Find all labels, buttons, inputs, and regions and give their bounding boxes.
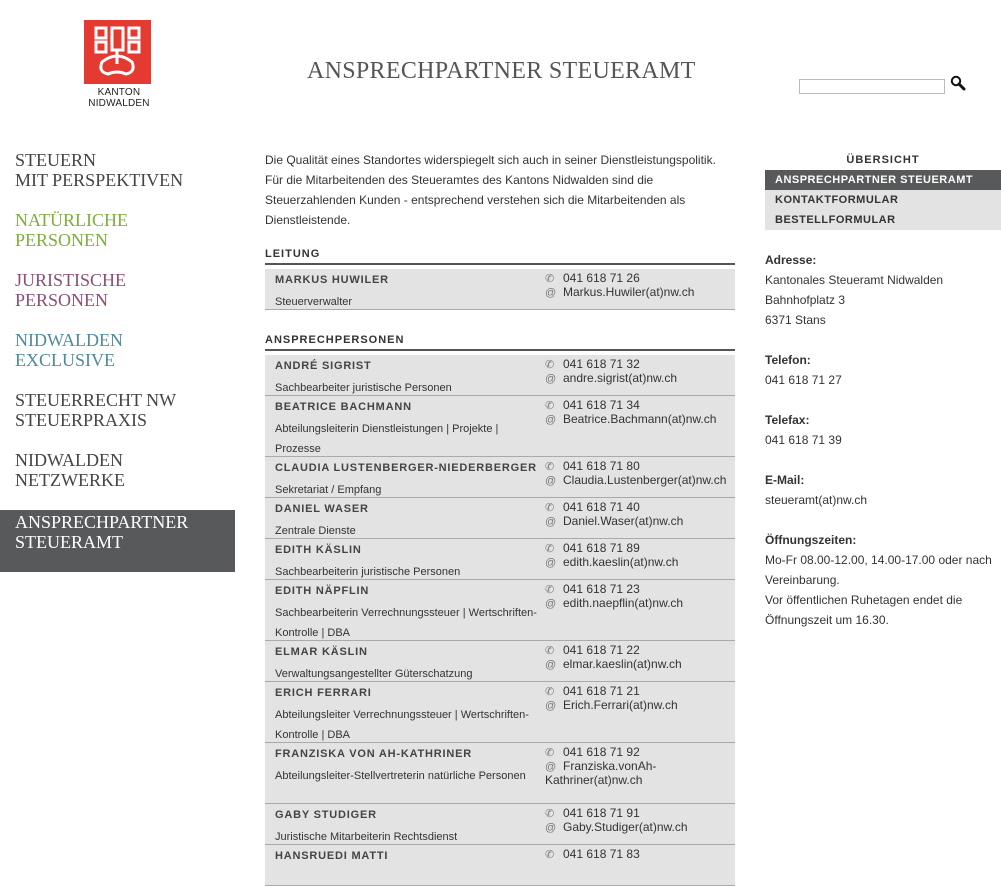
- phone-icon: ✆: [545, 400, 555, 412]
- contact-role: Abteilungsleiter-Stellvertreterin natürliche Personen: [275, 770, 526, 782]
- contact-details: [545, 685, 730, 713]
- contact-role: Sachbearbeiterin juristische Personen: [275, 566, 461, 578]
- contact-name: GABY STUDIGER: [275, 809, 377, 821]
- phone-icon: ✆: [545, 359, 555, 371]
- contact-row: [265, 682, 735, 743]
- contact-phone[interactable]: 041 618 71 89: [563, 541, 640, 555]
- address-value: Kantonales Steueramt Nidwalden Bahnhofplatz 3 6371 Stans: [765, 273, 944, 327]
- contact-details: [545, 542, 730, 570]
- hours-value: Mo-Fr 08.00-12.00, 14.00-17.00 oder nach Vereinbarung. Vor öffentlichen Ruhetagen endet die Öffnungszeit um 16.30.: [765, 553, 992, 627]
- contact-role: Sekretariat / Empfang: [275, 484, 382, 496]
- contact-name: EDITH NÄPFLIN: [275, 585, 370, 597]
- contact-email[interactable]: Gaby.Studiger(at)nw.ch: [563, 820, 688, 834]
- nav-item-steuerrecht[interactable]: STEUERRECHT NW STEUERPRAXIS: [15, 390, 177, 430]
- contact-row: [265, 804, 735, 845]
- phone-icon: ✆: [545, 273, 555, 285]
- contact-role: Zentrale Dienste: [275, 525, 356, 537]
- phone-icon: ✆: [545, 747, 555, 759]
- intro-text: Die Qualität eines Standortes widerspiegelt sich auch in seiner Dienstleistungspolitik. Für die Mitarbeitenden des Steueramtes des Kantons Nidwalden sind die Steuerzahlenden Kunden - entsprechend verstehen sich die Mitarbeitenden als Dienstleistende.: [265, 153, 716, 227]
- contact-phone[interactable]: 041 618 71 26: [563, 271, 640, 285]
- contact-details: [545, 583, 730, 611]
- email-icon: @: [545, 516, 557, 528]
- logo-text: [84, 87, 154, 109]
- contact-role: Abteilungsleiterin Dienstleistungen | Projekte | Prozesse: [275, 423, 499, 455]
- email-icon: @: [545, 373, 557, 385]
- sidebar: [765, 150, 1001, 650]
- page-title: ANSPRECHPARTNER STEUERAMT: [307, 58, 696, 84]
- contact-email[interactable]: edith.naepflin(at)nw.ch: [563, 596, 684, 610]
- phone-label: Telefon:: [765, 353, 811, 367]
- contact-role: Juristische Mitarbeiterin Rechtsdienst: [275, 831, 458, 843]
- phone-value: 041 618 71 27: [765, 373, 842, 387]
- phone-icon: ✆: [545, 686, 555, 698]
- contact-email[interactable]: andre.sigrist(at)nw.ch: [563, 371, 678, 385]
- contact-row: [265, 641, 735, 682]
- contact-details: [545, 460, 730, 488]
- contact-name: FRANZISKA VON AH-KATHRINER: [275, 748, 472, 760]
- email-label: E-Mail:: [765, 473, 805, 487]
- contact-row: [265, 355, 735, 396]
- contact-phone[interactable]: 041 618 71 34: [563, 398, 640, 412]
- contact-details: [545, 358, 730, 386]
- phone-icon: ✆: [545, 849, 555, 861]
- address-label: Adresse:: [765, 253, 817, 267]
- contact-email[interactable]: Erich.Ferrari(at)nw.ch: [563, 698, 678, 712]
- contact-name: HANSRUEDI MATTI: [275, 850, 389, 862]
- logo-line-1: KANTON: [97, 87, 141, 98]
- people-list: [265, 355, 735, 886]
- contact-phone[interactable]: 041 618 71 40: [563, 500, 640, 514]
- contact-name: ELMAR KÄSLIN: [275, 646, 368, 658]
- nav-item-ansprechpartner[interactable]: ANSPRECHPARTNER STEUERAMT: [0, 510, 235, 572]
- contact-name: ERICH FERRARI: [275, 687, 372, 699]
- leitung-list: [265, 269, 735, 310]
- contact-name: MARKUS HUWILER: [275, 274, 389, 286]
- fax-label: Telefax:: [765, 413, 810, 427]
- contact-role: Steuerverwalter: [275, 296, 353, 308]
- contact-details: [545, 807, 730, 835]
- contact-row: [265, 845, 735, 886]
- email-icon: @: [545, 822, 557, 834]
- email-icon: @: [545, 287, 557, 299]
- contact-phone[interactable]: 041 618 71 21: [563, 684, 640, 698]
- email-icon: @: [545, 598, 557, 610]
- contact-details: [545, 644, 730, 672]
- contact-row: [265, 457, 735, 498]
- contact-email[interactable]: elmar.kaeslin(at)nw.ch: [563, 657, 682, 671]
- contact-role: Sachbearbeiterin Verrechnungssteuer | Wertschriften-Kontrolle | DBA: [275, 607, 537, 639]
- search-input[interactable]: [799, 79, 945, 94]
- contact-email[interactable]: edith.kaeslin(at)nw.ch: [563, 555, 679, 569]
- contact-phone[interactable]: 041 618 71 83: [563, 847, 640, 861]
- contact-details: [545, 272, 730, 300]
- nav-item-steuern[interactable]: STEUERN MIT PERSPEKTIVEN: [15, 150, 184, 190]
- main-navigation: [0, 150, 235, 592]
- contact-email[interactable]: Beatrice.Bachmann(at)nw.ch: [563, 412, 717, 426]
- sidebar-link-bestellformular[interactable]: BESTELLFORMULAR: [765, 210, 1001, 230]
- contact-row: [265, 269, 735, 310]
- contact-phone[interactable]: 041 618 71 80: [563, 459, 640, 473]
- contact-phone[interactable]: 041 618 71 92: [563, 745, 640, 759]
- main-content: [265, 150, 735, 886]
- nav-item-natuerliche-personen[interactable]: NATÜRLICHE PERSONEN: [15, 210, 128, 250]
- contact-role: Sachbearbeiter juristische Personen: [275, 382, 452, 394]
- contact-phone[interactable]: 041 618 71 32: [563, 357, 640, 371]
- email-icon: @: [545, 557, 557, 569]
- email-icon: @: [545, 414, 557, 426]
- contact-row: [265, 539, 735, 580]
- phone-icon: ✆: [545, 584, 555, 596]
- search-icon[interactable]: [950, 75, 966, 91]
- sidebar-heading: ÜBERSICHT: [846, 154, 920, 166]
- nav-item-nidwalden-exclusive[interactable]: NIDWALDEN EXCLUSIVE: [15, 330, 123, 370]
- hours-label: Öffnungszeiten:: [765, 533, 857, 547]
- email-link[interactable]: steueramt(at)nw.ch: [765, 493, 868, 507]
- contact-name: ANDRÉ SIGRIST: [275, 360, 372, 372]
- phone-icon: ✆: [545, 502, 555, 514]
- email-icon: @: [545, 700, 557, 712]
- sidebar-link-kontaktformular[interactable]: KONTAKTFORMULAR: [765, 190, 1001, 210]
- contact-details: [545, 501, 730, 529]
- contact-name: CLAUDIA LUSTENBERGER-NIEDERBERGER: [275, 462, 537, 474]
- nav-item-juristische-personen[interactable]: JURISTISCHE PERSONEN: [15, 270, 127, 310]
- contact-name: EDITH KÄSLIN: [275, 544, 362, 556]
- section-heading-leitung: LEITUNG: [265, 248, 735, 265]
- contact-name: DANIEL WASER: [275, 503, 369, 515]
- contact-role: Abteilungsleiter Verrechnungssteuer | Wertschriften-Kontrolle | DBA: [275, 709, 529, 741]
- contact-info: [765, 250, 1001, 630]
- contact-email[interactable]: Claudia.Lustenberger(at)nw.ch: [563, 473, 727, 487]
- contact-row: [265, 396, 735, 457]
- nav-item-netzwerke[interactable]: NIDWALDEN NETZWERKE: [15, 450, 125, 490]
- logo-line-2: NIDWALDEN: [88, 98, 150, 109]
- contact-phone[interactable]: 041 618 71 23: [563, 582, 640, 596]
- email-icon: @: [545, 761, 557, 773]
- contact-row: [265, 743, 735, 804]
- logo[interactable]: [84, 20, 154, 109]
- fax-value: 041 618 71 39: [765, 433, 842, 447]
- sidebar-link-ansprechpartner[interactable]: ANSPRECHPARTNER STEUERAMT: [765, 170, 1001, 190]
- coat-of-arms-icon: [84, 20, 151, 84]
- contact-phone[interactable]: 041 618 71 22: [563, 643, 640, 657]
- contact-row: [265, 580, 735, 641]
- contact-email[interactable]: Franziska.vonAh-Kathriner(at)nw.ch: [545, 759, 657, 787]
- contact-role: Verwaltungsangestellter Güterschatzung: [275, 668, 473, 680]
- section-heading-ansprechpersonen: ANSPRECHPERSONEN: [265, 334, 735, 351]
- contact-email[interactable]: Daniel.Waser(at)nw.ch: [563, 514, 684, 528]
- phone-icon: ✆: [545, 808, 555, 820]
- contact-name: BEATRICE BACHMANN: [275, 401, 412, 413]
- phone-icon: ✆: [545, 543, 555, 555]
- contact-email[interactable]: Markus.Huwiler(at)nw.ch: [563, 285, 695, 299]
- contact-row: [265, 498, 735, 539]
- email-icon: @: [545, 475, 557, 487]
- email-icon: @: [545, 659, 557, 671]
- phone-icon: ✆: [545, 461, 555, 473]
- phone-icon: ✆: [545, 645, 555, 657]
- contact-phone[interactable]: 041 618 71 91: [563, 806, 640, 820]
- contact-details: [545, 399, 730, 427]
- contact-details: [545, 746, 730, 787]
- contact-details: [545, 848, 730, 862]
